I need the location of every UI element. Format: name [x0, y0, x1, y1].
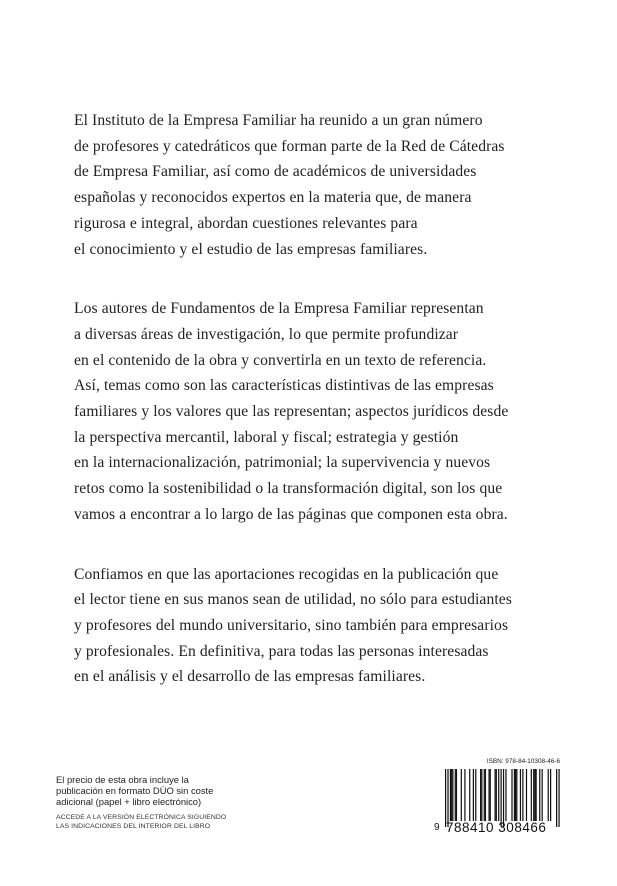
barcode-bar [484, 769, 485, 821]
barcode-bar [464, 769, 465, 821]
barcode-bar [548, 769, 549, 821]
text-line: Los autores de Fundamentos de la Empresa Familiar representan [74, 300, 484, 318]
isbn-label: ISBN: 978-84-10308-46-6 [486, 758, 560, 765]
barcode-bar [520, 769, 521, 821]
access-instructions [56, 813, 296, 831]
barcode-digits: 788410 308466 [446, 820, 547, 835]
back-cover-text [74, 108, 564, 724]
barcode-bar [480, 769, 481, 821]
text-line: de profesores y catedráticos que forman parte de la Red de Cátedras [74, 137, 505, 155]
text-line: Confiamos en que las aportaciones recogidas en la publicación que [74, 565, 499, 583]
barcode-bar [501, 769, 502, 827]
barcode-bar [488, 769, 489, 821]
barcode-bar [451, 769, 452, 821]
text-line: en el análisis y el desarrollo de las empresas familiares. [74, 668, 426, 686]
text-line: de Empresa Familiar, así como de académicos de universidades [74, 163, 477, 181]
barcode-bar [469, 769, 470, 821]
barcode-bar [490, 769, 491, 821]
text-line: vamos a encontrar a lo largo de las páginas que componen esta obra. [74, 505, 508, 523]
barcode-bar [542, 769, 543, 821]
text-line: rigurosa e integral, abordan cuestiones relevantes para [74, 214, 418, 232]
barcode-bars [442, 769, 564, 827]
barcode-bar [505, 769, 506, 821]
barcode-bar [485, 769, 486, 821]
barcode-bar [496, 769, 497, 821]
barcode-bar [515, 769, 516, 821]
text-line: españolas y reconocidos expertos en la materia que, de manera [74, 189, 472, 207]
barcode-bar [503, 769, 504, 827]
barcode-bar [516, 769, 517, 821]
duo-format-notice [56, 774, 296, 831]
text-line: la perspectiva mercantil, laboral y fiscal; estrategia y gestión [74, 428, 459, 446]
text-line: retos como la sostenibilidad o la transformación digital, son los que [74, 480, 503, 498]
barcode-bar [511, 769, 512, 821]
barcode-bar [536, 769, 537, 821]
barcode-bar [461, 769, 462, 821]
text-line: y profesionales. En definitiva, para todas las personas interesadas [74, 642, 489, 660]
barcode-bar [456, 769, 457, 821]
notice-line: publicación en formato DÚO sin coste [56, 785, 214, 796]
barcode-bar [556, 769, 557, 827]
paragraph-3 [74, 562, 564, 691]
barcode-bar [550, 769, 551, 821]
paragraph-2 [74, 296, 564, 527]
barcode-bar [455, 769, 456, 821]
barcode-first-digit: 9 [434, 822, 441, 833]
text-line: en el contenido de la obra y convertirla en un texto de referencia. [74, 351, 487, 369]
text-line: familiares y los valores que las representan; aspectos jurídicos desde [74, 403, 509, 421]
barcode-bar [514, 769, 515, 821]
barcode-bar [481, 769, 482, 821]
barcode-bar [452, 769, 453, 821]
barcode-bar [445, 769, 446, 827]
barcode-bar [447, 769, 448, 827]
text-line: y profesores del mundo universitario, sino también para empresarios [74, 616, 509, 634]
barcode-bar [522, 769, 523, 821]
barcode-bar [526, 769, 527, 821]
barcode-bar [498, 769, 499, 821]
barcode-bar [533, 769, 534, 821]
barcode-bar [534, 769, 535, 821]
barcode-bar [531, 769, 532, 821]
notice-line: LAS INDICACIONES DEL INTERIOR DEL LIBRO [56, 823, 211, 830]
paragraph-1 [74, 108, 564, 262]
price-notice [56, 774, 296, 807]
notice-line: El precio de esta obra incluye la [56, 774, 189, 785]
notice-line: adicional (papel + libro electrónico) [56, 796, 202, 807]
text-line: a diversas áreas de investigación, lo que permite profundizar [74, 325, 459, 343]
text-line: en la internacionalización, patrimonial; la supervivencia y nuevos [74, 454, 491, 472]
barcode-bar [494, 769, 495, 821]
barcode-bar [539, 769, 540, 821]
text-line: Así, temas como son las características distintivas de las empresas [74, 377, 494, 395]
barcode-bar [558, 769, 559, 827]
barcode-bar [450, 769, 451, 821]
text-line: el conocimiento y el estudio de las empresas familiares. [74, 240, 428, 258]
text-line: el lector tiene en sus manos sean de utilidad, no sólo para estudiantes [74, 591, 512, 609]
notice-line: ACCEDE A LA VERSIÓN ELECTRÓNICA SIGUIENDO [56, 814, 227, 821]
barcode-bar [475, 769, 476, 821]
isbn-barcode [434, 756, 564, 848]
barcode-bar [473, 769, 474, 821]
text-line: El Instituto de la Empresa Familiar ha reunido a un gran número [74, 112, 483, 129]
